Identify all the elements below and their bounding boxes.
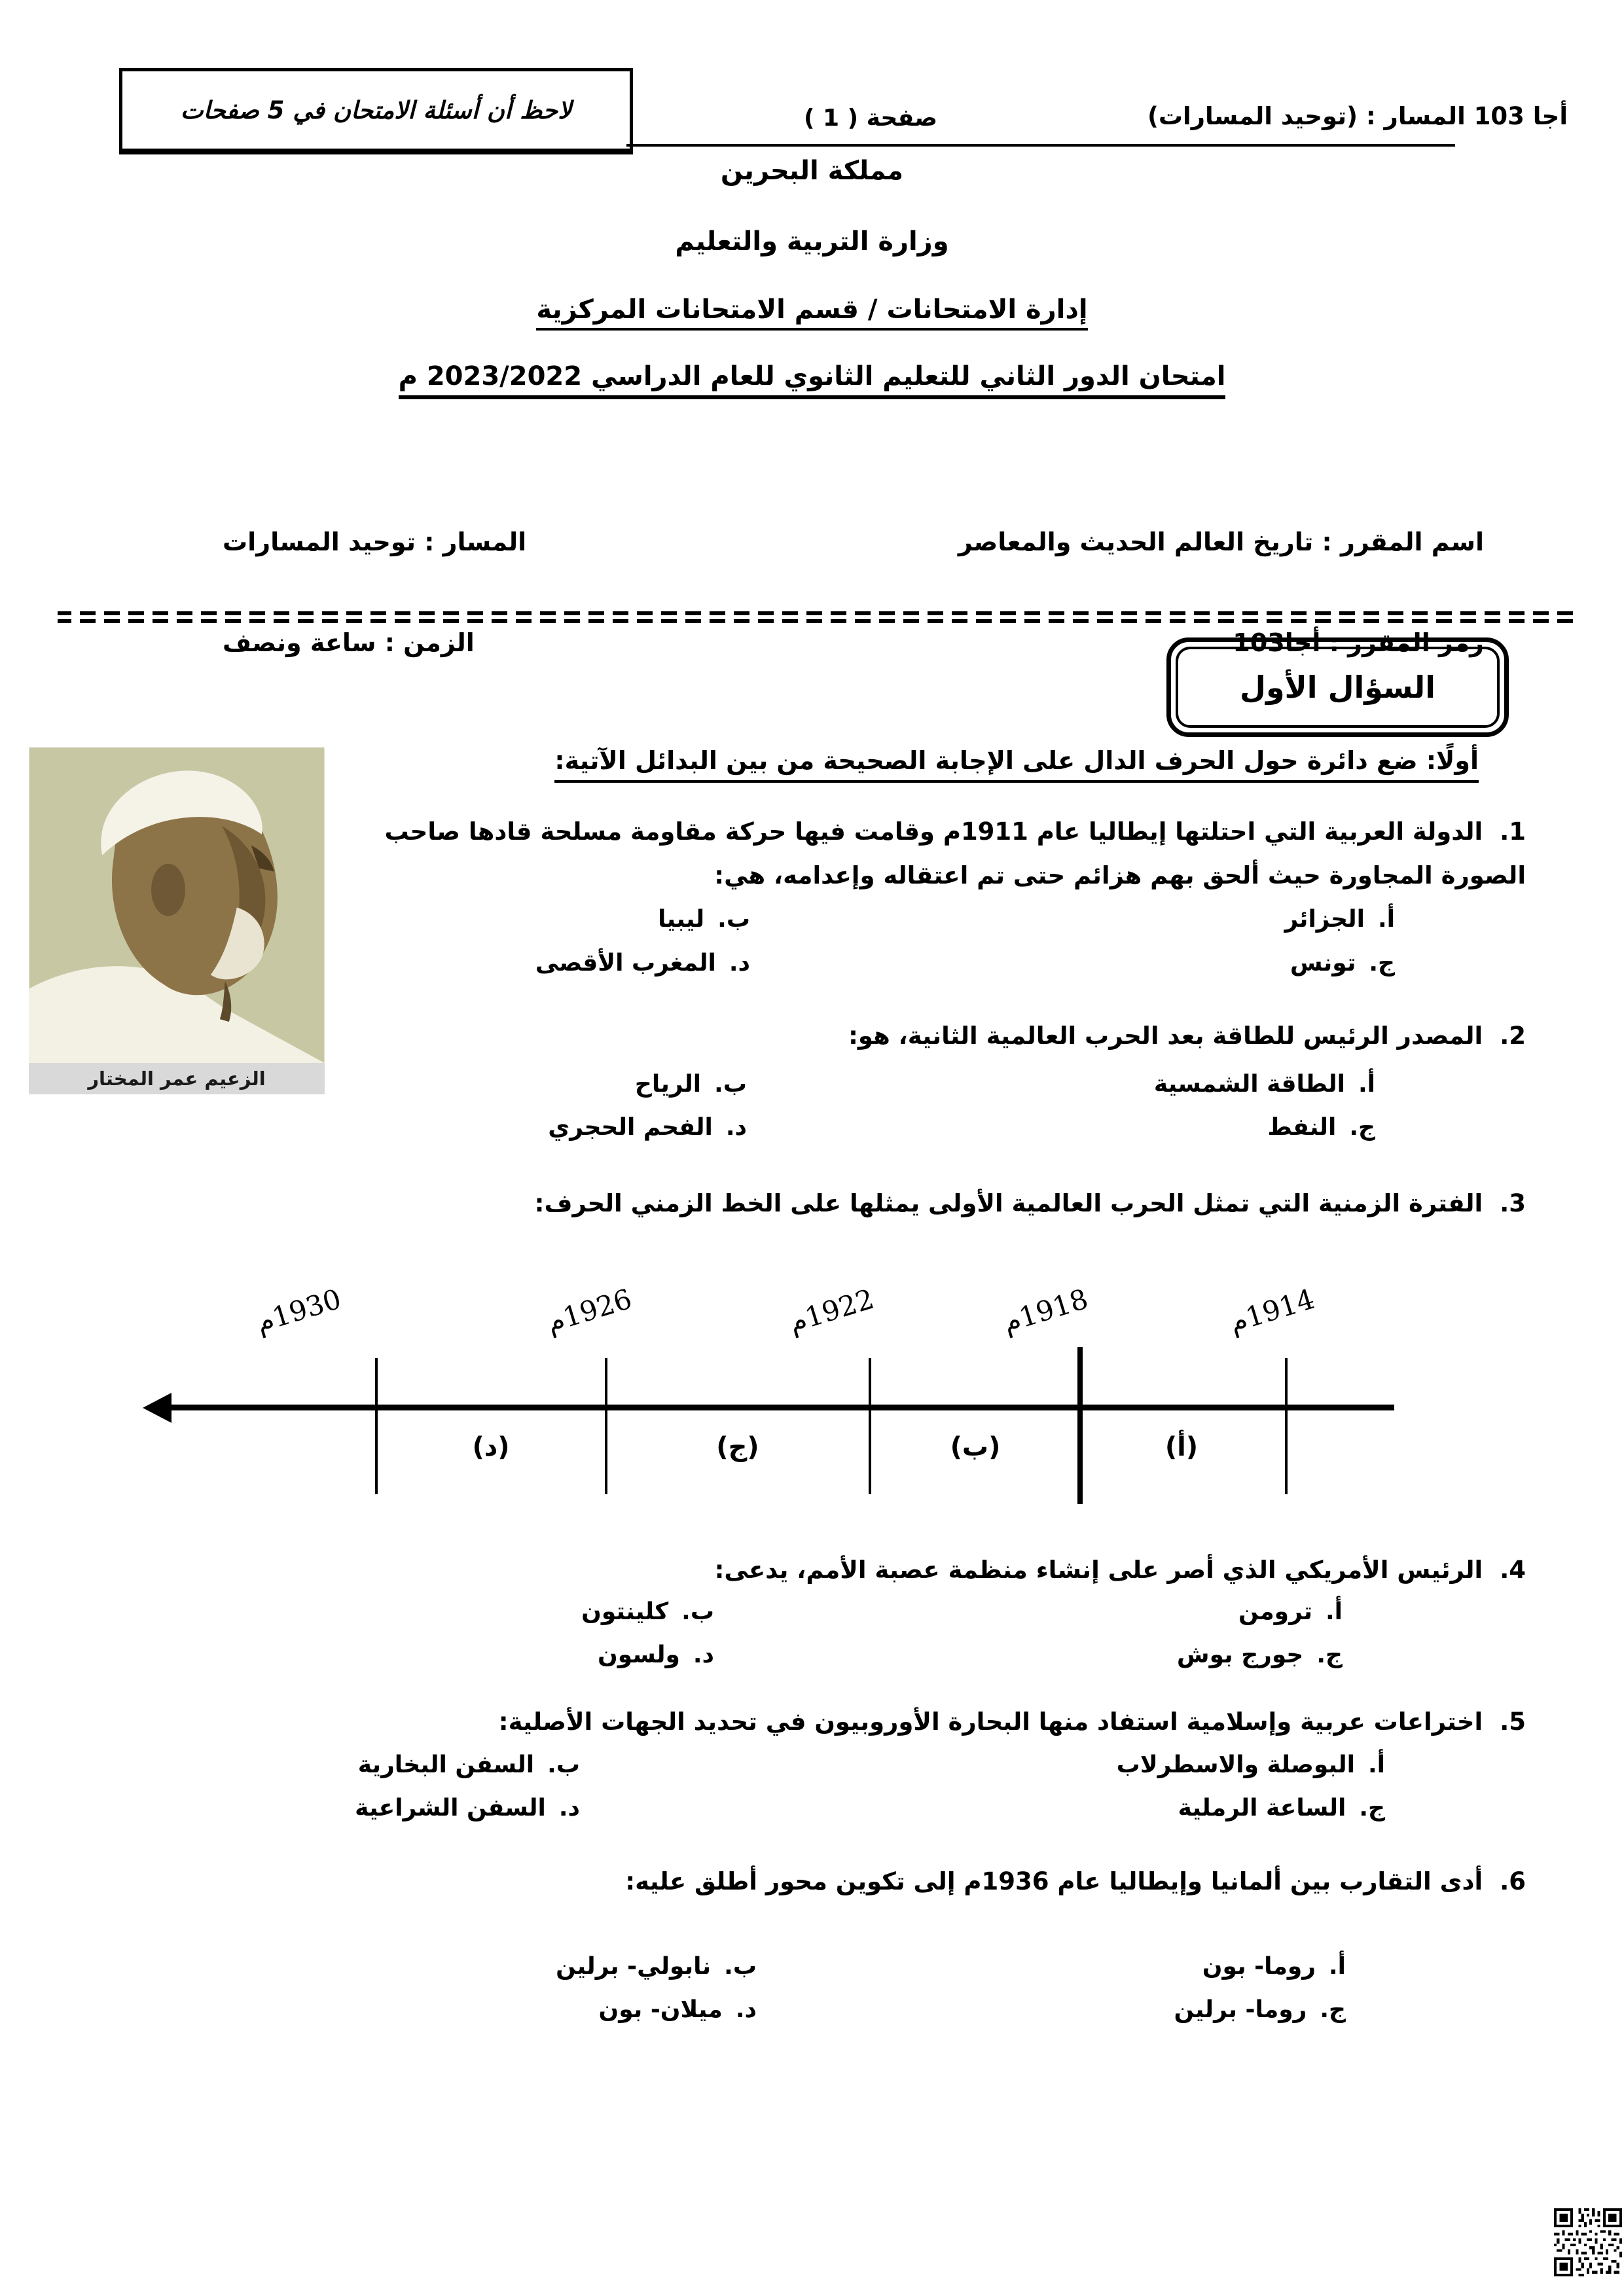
question-6-option-b: ب.نابولي- برلين bbox=[556, 1952, 757, 1980]
header-divider bbox=[626, 144, 1455, 147]
question-5-number: 5. bbox=[1500, 1708, 1526, 1736]
dashed-separator bbox=[58, 611, 1573, 623]
exam-duration: الزمن : ساعة ونصف bbox=[223, 628, 475, 657]
question-1-option-d: د.المغرب الأقصى bbox=[535, 949, 750, 977]
question-4-text: الرئيس الأمريكي الذي أصر على إنشاء منظمة عصبة الأمم، يدعى: bbox=[714, 1556, 1483, 1584]
timeline-axis bbox=[165, 1405, 1394, 1410]
section-instruction: أولًا: ضع دائرة حول الحرف الدال على الإجابة الصحيحة من بين البدائل الآتية: bbox=[554, 746, 1479, 775]
course-code-header: أجا 103 المسار : (توحيد المسارات) bbox=[1147, 102, 1568, 130]
question-6-text: أدى التقارب بين ألمانيا وإيطاليا عام 1936م إلى تكوين محور أطلق عليه: bbox=[625, 1867, 1483, 1895]
question-5-option-a: أ.البوصلة والاسطرلاب bbox=[1116, 1751, 1385, 1778]
timeline-year-1914: 1914م bbox=[1225, 1282, 1318, 1339]
question-1-option-b: ب.ليبيا bbox=[658, 906, 750, 933]
question-3-text: الفترة الزمنية التي تمثل الحرب العالمية الأولى يمثلها على الخط الزمني الحرف: bbox=[534, 1189, 1483, 1217]
question-2-number: 2. bbox=[1500, 1022, 1526, 1050]
question-6-option-c: ج.روما- برلين bbox=[1174, 1996, 1346, 2024]
portrait-caption: الزعيم عمر المختار bbox=[29, 1063, 325, 1094]
question-6-number: 6. bbox=[1500, 1867, 1526, 1895]
question-5-option-d: د.السفن الشراعية bbox=[355, 1795, 580, 1822]
question-5 bbox=[196, 1700, 1526, 1825]
pages-notice-box bbox=[119, 68, 633, 154]
question-5-option-b: ب.السفن البخارية bbox=[357, 1751, 580, 1778]
timeline-tick-1926 bbox=[605, 1358, 607, 1494]
ministry-title: وزارة التربية والتعليم bbox=[675, 226, 949, 257]
pages-notice-text: لاحظ أن أسئلة الامتحان في 5 صفحات bbox=[180, 96, 572, 124]
question-6-option-a: أ.روما- بون bbox=[1202, 1952, 1346, 1980]
question-2-text: المصدر الرئيس للطاقة بعد الحرب العالمية الثانية، هو: bbox=[848, 1022, 1483, 1050]
question-5-text: اختراعات عربية وإسلامية استفاد منها البحارة الأوروبيون في تحديد الجهات الأصلية: bbox=[498, 1708, 1483, 1736]
question-1-text: الدولة العربية التي احتلتها إيطاليا عام 1911م وقامت فيها حركة مقاومة مسلحة قادها صاحب الصورة المجاورة حيث ألحق بهم هزائم حتى تم اعتقاله وإعدامه، هي: bbox=[384, 817, 1526, 889]
kingdom-title: مملكة البحرين bbox=[720, 156, 904, 186]
question-3-number: 3. bbox=[1500, 1189, 1526, 1217]
page-number: صفحة ( 1 ) bbox=[804, 105, 938, 132]
timeline-segment-c: (ج) bbox=[716, 1432, 759, 1462]
track: المسار : توحيد المسارات bbox=[223, 528, 527, 556]
question-4-option-a: أ.ترومن bbox=[1238, 1598, 1343, 1625]
course-code: رمز المقرر : أجا103 bbox=[1233, 628, 1484, 657]
question-1-option-c: ج.تونس bbox=[1290, 949, 1395, 977]
question-3 bbox=[196, 1182, 1526, 1226]
course-info-row-1 bbox=[223, 528, 1484, 556]
question-4-option-b: ب.كلينتون bbox=[581, 1598, 714, 1625]
qr-code-icon bbox=[1554, 2208, 1622, 2276]
question-1-option-a: أ.الجزائر bbox=[1284, 906, 1395, 933]
question-2-option-b: ب.الرياح bbox=[634, 1070, 747, 1098]
timeline-year-1930: 1930م bbox=[252, 1282, 345, 1339]
question-4-number: 4. bbox=[1500, 1556, 1526, 1584]
department-title: إدارة الامتحانات / قسم الامتحانات المركزية bbox=[0, 295, 1624, 325]
timeline-tick-1918 bbox=[1077, 1347, 1083, 1504]
timeline-tick-1922 bbox=[869, 1358, 871, 1494]
section-title-box bbox=[1166, 637, 1509, 737]
question-6-option-d: د.ميلان- بون bbox=[598, 1996, 757, 2024]
timeline-tick-1930 bbox=[375, 1358, 378, 1494]
section-title: السؤال الأول bbox=[1240, 670, 1435, 705]
question-2-option-a: أ.الطاقة الشمسية bbox=[1153, 1070, 1375, 1098]
question-2-option-d: د.الفحم الحجري bbox=[548, 1114, 747, 1141]
exam-title: امتحان الدور الثاني للتعليم الثانوي للعام الدراسي 2023/2022 م bbox=[0, 361, 1624, 391]
timeline-segment-b: (ب) bbox=[950, 1432, 1001, 1462]
course-name: اسم المقرر : تاريخ العالم الحديث والمعاصر bbox=[958, 528, 1484, 556]
omar-mukhtar-portrait bbox=[29, 747, 325, 1063]
timeline-segment-a: (أ) bbox=[1164, 1432, 1199, 1462]
timeline-year-1922: 1922م bbox=[785, 1282, 878, 1339]
timeline-figure bbox=[0, 1276, 1624, 1505]
question-5-option-c: ج.الساعة الرملية bbox=[1178, 1795, 1385, 1822]
question-2-option-c: ج.النفط bbox=[1267, 1114, 1375, 1141]
question-4-option-d: د.ولسون bbox=[598, 1641, 714, 1669]
timeline-segment-d: (د) bbox=[472, 1432, 510, 1462]
timeline-tick-1914 bbox=[1285, 1358, 1288, 1494]
question-4-option-c: ج.جورج بوش bbox=[1176, 1641, 1343, 1669]
question-4 bbox=[196, 1549, 1526, 1672]
timeline-year-1926: 1926م bbox=[543, 1282, 636, 1339]
question-1 bbox=[367, 810, 1526, 979]
question-1-number: 1. bbox=[1500, 817, 1526, 846]
timeline-year-1918: 1918م bbox=[999, 1282, 1092, 1339]
question-6 bbox=[196, 1860, 1526, 2026]
question-2 bbox=[340, 1014, 1526, 1144]
